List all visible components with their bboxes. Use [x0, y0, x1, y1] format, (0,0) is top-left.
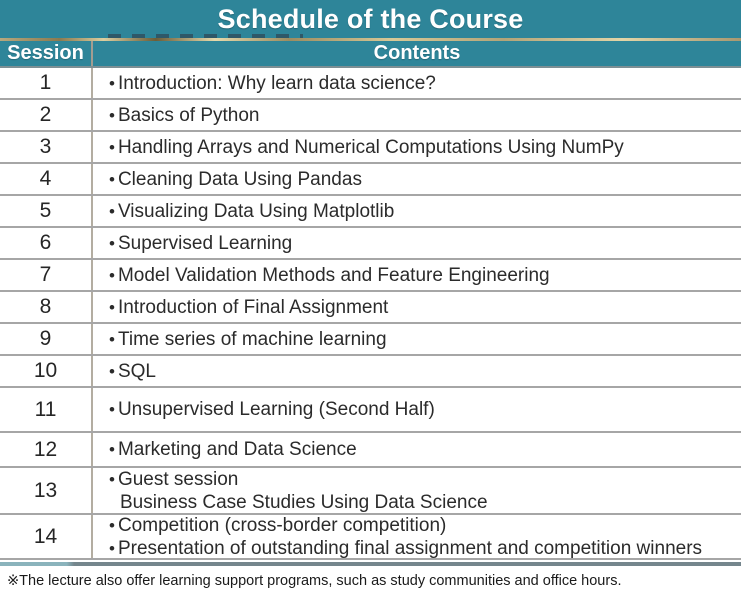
page-title: Schedule of the Course [217, 3, 524, 34]
bullet-icon: • [109, 233, 115, 253]
content-text: Guest session [117, 468, 239, 490]
bullet-icon: • [109, 329, 115, 349]
header-session: Session [0, 41, 93, 66]
session-number: 7 [0, 260, 93, 290]
bullet-icon: • [109, 137, 115, 157]
row-contents [93, 68, 741, 98]
bullet-icon: • [109, 400, 115, 419]
session-number: 4 [0, 164, 93, 194]
bullet-icon: • [109, 361, 115, 381]
title-bar [0, 0, 741, 38]
bullet-icon: • [109, 538, 115, 558]
content-text: Handling Arrays and Numerical Computations Using NumPy [117, 136, 624, 158]
session-number: 11 [0, 388, 93, 431]
session-number: 6 [0, 228, 93, 258]
header-contents: Contents [373, 42, 461, 64]
content-text: Introduction: Why learn data science? [117, 72, 436, 94]
bullet-icon: • [109, 105, 115, 125]
row-contents [93, 164, 741, 194]
content-text: Basics of Python [117, 104, 260, 126]
schedule-table [0, 41, 741, 560]
content-text: Visualizing Data Using Matplotlib [117, 200, 395, 222]
table-row [0, 356, 741, 388]
session-number: 2 [0, 100, 93, 130]
table-row [0, 100, 741, 132]
bullet-icon: • [109, 297, 115, 317]
session-number: 3 [0, 132, 93, 162]
bullet-icon: • [109, 515, 115, 535]
content-text: SQL [117, 360, 156, 382]
row-contents [93, 260, 741, 290]
session-number: 14 [0, 515, 93, 558]
table-row [0, 468, 741, 515]
session-number: 1 [0, 68, 93, 98]
footnote-text: ※The lecture also offer learning support programs, such as study communities and office hours. [7, 572, 622, 589]
table-row [0, 228, 741, 260]
row-contents [93, 388, 741, 431]
content-text: Competition (cross-border competition) [117, 514, 447, 536]
row-contents [93, 515, 741, 558]
footnote [0, 566, 741, 595]
content-text: Unsupervised Learning (Second Half) [117, 399, 435, 420]
table-row [0, 292, 741, 324]
row-contents [93, 292, 741, 322]
table-row [0, 433, 741, 468]
session-number: 5 [0, 196, 93, 226]
bullet-icon: • [109, 265, 115, 285]
content-text: Supervised Learning [117, 232, 293, 254]
table-row [0, 388, 741, 433]
table-row [0, 68, 741, 100]
table-row [0, 324, 741, 356]
table-row [0, 196, 741, 228]
bullet-icon: • [109, 169, 115, 189]
table-row [0, 515, 741, 560]
table-row [0, 132, 741, 164]
row-contents [93, 433, 741, 466]
content-text: Introduction of Final Assignment [117, 296, 389, 318]
table-row [0, 164, 741, 196]
bullet-icon: • [109, 201, 115, 221]
row-contents [93, 228, 741, 258]
row-contents [93, 356, 741, 386]
content-text: Marketing and Data Science [117, 439, 357, 460]
table-header-row [0, 41, 741, 68]
bullet-icon: • [109, 440, 115, 459]
row-contents [93, 196, 741, 226]
bullet-icon: • [109, 469, 115, 489]
session-number: 10 [0, 356, 93, 386]
content-text: Model Validation Methods and Feature Engineering [117, 264, 550, 286]
session-number: 12 [0, 433, 93, 466]
content-text: Business Case Studies Using Data Science [120, 491, 488, 513]
session-number: 13 [0, 468, 93, 513]
session-number: 9 [0, 324, 93, 354]
bullet-icon: • [109, 73, 115, 93]
table-row [0, 260, 741, 292]
content-text: Time series of machine learning [117, 328, 387, 350]
row-contents [93, 468, 741, 513]
content-text: Cleaning Data Using Pandas [117, 168, 362, 190]
row-contents [93, 324, 741, 354]
row-contents [93, 100, 741, 130]
content-text: Presentation of outstanding final assignment and competition winners [117, 537, 703, 559]
session-number: 8 [0, 292, 93, 322]
row-contents [93, 132, 741, 162]
